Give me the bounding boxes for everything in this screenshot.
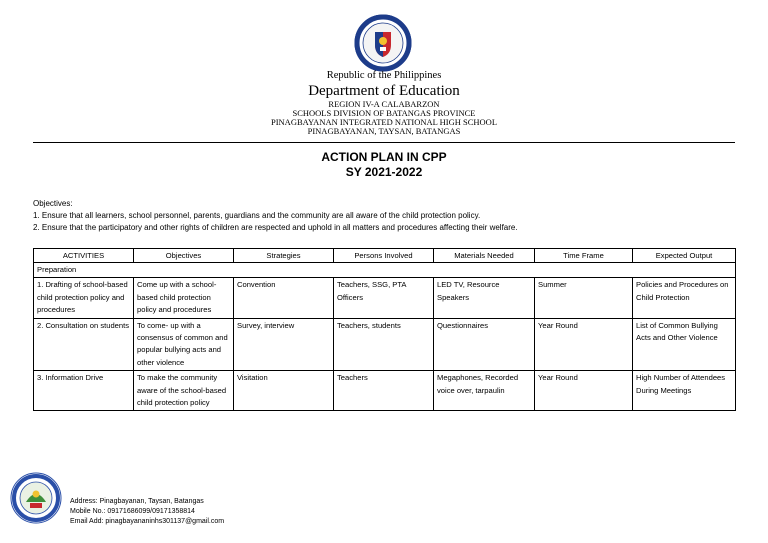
column-header: ACTIVITIES bbox=[34, 249, 134, 263]
table-cell: Policies and Procedures on Child Protection bbox=[633, 278, 736, 318]
column-header: Expected Output bbox=[633, 249, 736, 263]
table-cell: Questionnaires bbox=[434, 318, 535, 371]
section-row bbox=[34, 263, 736, 278]
section-label: Preparation bbox=[34, 263, 736, 278]
contact-mobile: Mobile No.: 09171686099/09171358814 bbox=[70, 508, 195, 515]
department-name: Department of Education bbox=[308, 83, 460, 99]
table-cell: Convention bbox=[234, 278, 334, 318]
table-cell: High Number of Attendees During Meetings bbox=[633, 371, 736, 411]
division-line: SCHOOLS DIVISION OF BATANGAS PROVINCE bbox=[292, 108, 476, 118]
school-year: SY 2021-2022 bbox=[345, 165, 423, 179]
table-row bbox=[34, 318, 736, 371]
document-title: ACTION PLAN IN CPP bbox=[321, 150, 447, 164]
column-header: Materials Needed bbox=[434, 249, 535, 263]
header-divider bbox=[33, 142, 735, 143]
table-cell: 1. Drafting of school-based child protection policy and procedures bbox=[34, 278, 134, 318]
region-line: REGION IV-A CALABARZON bbox=[328, 99, 440, 109]
table-cell: Teachers bbox=[334, 371, 434, 411]
table-cell: Megaphones, Recorded voice over, tarpaulin bbox=[434, 371, 535, 411]
table-cell: 2. Consultation on students bbox=[34, 318, 134, 371]
table-header-row bbox=[34, 249, 736, 263]
school-address: PINAGBAYANAN, TAYSAN, BATANGAS bbox=[307, 126, 461, 136]
table-cell: To make the community aware of the school-based child protection policy bbox=[134, 371, 234, 411]
table-row bbox=[34, 371, 736, 411]
contact-email: Email Add: pinagbayananinhs301137@gmail.com bbox=[70, 518, 225, 525]
table-row bbox=[34, 278, 736, 318]
table-cell: Come up with a school-based child protection policy and procedures bbox=[134, 278, 234, 318]
column-header: Objectives bbox=[134, 249, 234, 263]
school-seal-logo bbox=[10, 472, 62, 524]
school-name: PINAGBAYANAN INTEGRATED NATIONAL HIGH SCHOOL bbox=[270, 117, 498, 127]
table-cell: Teachers, students bbox=[334, 318, 434, 371]
table-cell: Survey, interview bbox=[234, 318, 334, 371]
deped-seal-logo bbox=[354, 14, 412, 72]
objective-item: 2. Ensure that the participatory and other rights of children are respected and uphold in all matters and procedures affecting their welfare. bbox=[33, 223, 518, 232]
table-cell: Summer bbox=[535, 278, 633, 318]
action-plan-table bbox=[33, 248, 736, 411]
objective-item: 1. Ensure that all learners, school personnel, parents, guardians and the community are all aware of the child protection policy. bbox=[33, 211, 481, 220]
republic-line: Republic of the Philippines bbox=[326, 70, 442, 81]
table-cell: Year Round bbox=[535, 318, 633, 371]
column-header: Time Frame bbox=[535, 249, 633, 263]
objectives-section bbox=[33, 198, 518, 234]
table-cell: List of Common Bullying Acts and Other Violence bbox=[633, 318, 736, 371]
table-cell: LED TV, Resource Speakers bbox=[434, 278, 535, 318]
column-header: Persons Involved bbox=[334, 249, 434, 263]
table-cell: Teachers, SSG, PTA Officers bbox=[334, 278, 434, 318]
table-cell: To come- up with a consensus of common and popular bullying acts and other violence bbox=[134, 318, 234, 371]
column-header: Strategies bbox=[234, 249, 334, 263]
contact-address: Address: Pinagbayanan, Taysan, Batangas bbox=[70, 498, 204, 505]
table-cell: 3. Information Drive bbox=[34, 371, 134, 411]
table-cell: Visitation bbox=[234, 371, 334, 411]
school-contact bbox=[70, 497, 224, 527]
objectives-heading: Objectives: bbox=[33, 199, 73, 208]
table-cell: Year Round bbox=[535, 371, 633, 411]
